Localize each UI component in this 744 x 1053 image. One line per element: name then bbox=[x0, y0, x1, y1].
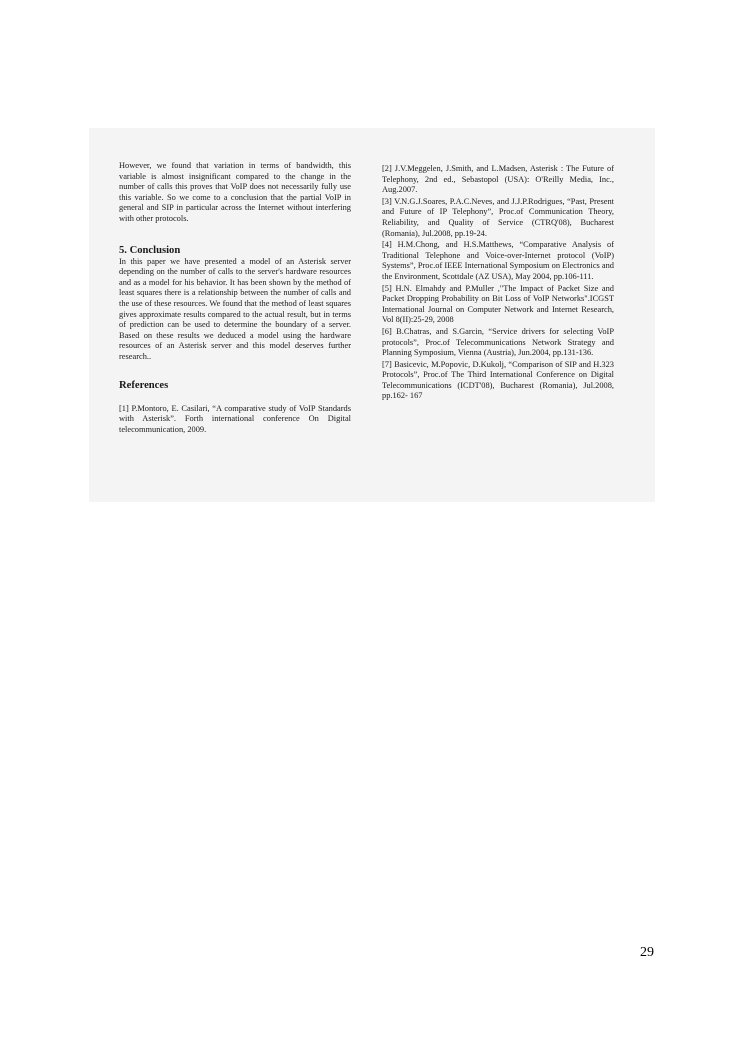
conclusion-heading: 5. Conclusion bbox=[119, 244, 181, 256]
conclusion-paragraph: In this paper we have presented a model of an Asterisk server depending on the number of calls to the server's hardware resources and as a model for his behavior. It has been shown by the method of least squares there is a relationship between the number of calls and the use of these resources. We found that the method of least squares gives approximate results compared to the actual result, but in terms of prediction can be used to determine the boundary of a server. Based on these results we deduced a model using the hardware resources of an Asterisk server and this model deserves further research.. bbox=[119, 256, 351, 361]
left-column bbox=[119, 161, 351, 435]
page-number: 29 bbox=[640, 945, 654, 960]
references-heading: References bbox=[119, 379, 169, 391]
reference-3: [3] V.N.G.J.Soares, P.A.C.Neves, and J.J.P.Rodrigues, “Past, Present and Future of IP Telephony”, Proc.of Communication Theory, Reliability, and Quality of Service (CTRQ'08), Bucharest (Romania), Jul.2008, pp.19-24. bbox=[382, 196, 614, 238]
reference-2: [2] J.V.Meggelen, J.Smith, and L.Madsen, Asterisk : The Future of Telephony, 2nd ed., Sebastopol (USA): O'Reilly Media, Inc., Aug.2007. bbox=[382, 164, 614, 195]
reference-7: [7] Basicevic, M.Popovic, D.Kukolj, “Comparison of SIP and H.323 Protocols”, Proc.of The Third International Conference on Digital Telecommunications (ICDT'08), Bucharest (Romania), Jul.2008, pp.162- 167 bbox=[382, 359, 614, 401]
scanned-page-region bbox=[89, 128, 655, 502]
reference-6: [6] B.Chatras, and S.Garcin, “Service drivers for selecting VoIP protocols”, Proc.of Telecommunications Network Strategy and Planning Symposium, Vienna (Austria), Jun.2004, pp.131-136. bbox=[382, 326, 614, 358]
reference-5: [5] H.N. Elmahdy and P.Muller ,"The Impact of Packet Size and Packet Dropping Probability on Bit Loss of VoIP Networks".ICGST International Journal on Computer Network and Internet Research, Vol 8(II):25-29, 2008 bbox=[382, 283, 614, 325]
reference-4: [4] H.M.Chong, and H.S.Matthews, “Comparative Analysis of Traditional Telephone and Voice-over-Internet protocol (VoIP) Systems”, Proc.of IEEE International Symposium on Electronics and the Environment, Scottdale (AZ USA), May 2004, pp.106-111. bbox=[382, 240, 614, 281]
right-column bbox=[382, 164, 614, 403]
intro-paragraph: However, we found that variation in terms of bandwidth, this variable is almost insignificant compared to the change in the number of calls this proves that VoIP does not necessarily fully use this variable. So we come to a conclusion that the partial VoIP in general and SIP in particular across the Internet without interfering with other protocols. bbox=[119, 161, 351, 223]
reference-1: [1] P.Montoro, E. Casilari, “A comparative study of VoIP Standards with Asterisk”. Forth international conference On Digital telecommunication, 2009. bbox=[119, 403, 351, 434]
